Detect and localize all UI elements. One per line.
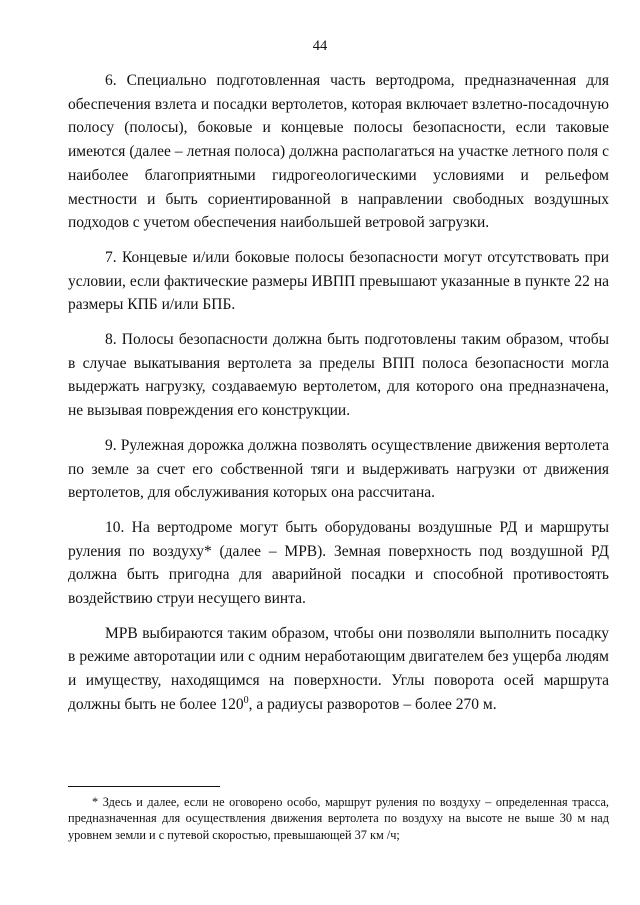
paragraph-6: 6. Специально подготовленная часть вертодрома, предназначенная для обеспечения взлета и посадки вертолетов, которая включает взлетно-посадочную полосу (полосы), боковые и концевые полосы безопасности, если таковые имеются (далее – летная полоса) должна располагаться на участке летного поля с наиболее благоприятными гидрогеологическими условиями и рельефом местности и быть сориентированной в направлении свободных воздушных подходов с учетом обеспечения наибольшей ветровой загрузки. (68, 72, 609, 232)
page-number: 44 (312, 38, 328, 54)
paragraph-10: 10. На вертодроме могут быть оборудованы воздушные РД и маршруты руления по воздуху* (далее – МРВ). Земная поверхность под воздушной РД должна быть пригодна для аварийной посадки и способной противостоять воздействию струи несущего винта. (68, 518, 609, 608)
paragraph-8: 8. Полосы безопасности должна быть подготовлены таким образом, чтобы в случае выкатывания вертолета за пределы ВПП полоса безопасности могла выдержать нагрузку, создаваемую вертолетом, для которого она предназначена, не вызывая повреждения его конструкции. (68, 331, 609, 420)
paragraph-mrv-text-end: , а радиусы разворотов – более 270 м. (248, 695, 497, 713)
paragraph-mrv-text: МРВ выбираются таким образом, чтобы они позволяли выполнить посадку в режиме авторотации или с одним неработающим двигателем без ущерба людям и имуществу, находящимся на поверхности. Углы поворота осей маршрута должны быть не более 120 (68, 624, 609, 713)
degree-superscript: 0 (243, 694, 249, 706)
footnote: * Здесь и далее, если не оговорено особо, маршрут руления по воздуху – определенная трасса, предназначенная для осуществления движения вертолета по воздуху на высоте не выше 30 м над уровнем земли и с путевой скоростью, превышающей 37 км /ч; (68, 795, 609, 842)
footnote-separator (68, 786, 220, 787)
paragraph-7: 7. Концевые и/или боковые полосы безопасности могут отсутствовать при условии, если фактические размеры ИВПП превышают указанные в пункте 22 на размеры КПБ и/или БПБ. (68, 248, 609, 314)
paragraph-mrv (68, 622, 609, 717)
paragraph-9: 9. Рулежная дорожка должна позволять осуществление движения вертолета по земле за счет его собственной тяги и выдерживать нагрузки от движения вертолетов, для обслуживания которых она рассчитана. (68, 436, 609, 502)
document-body (68, 69, 609, 728)
